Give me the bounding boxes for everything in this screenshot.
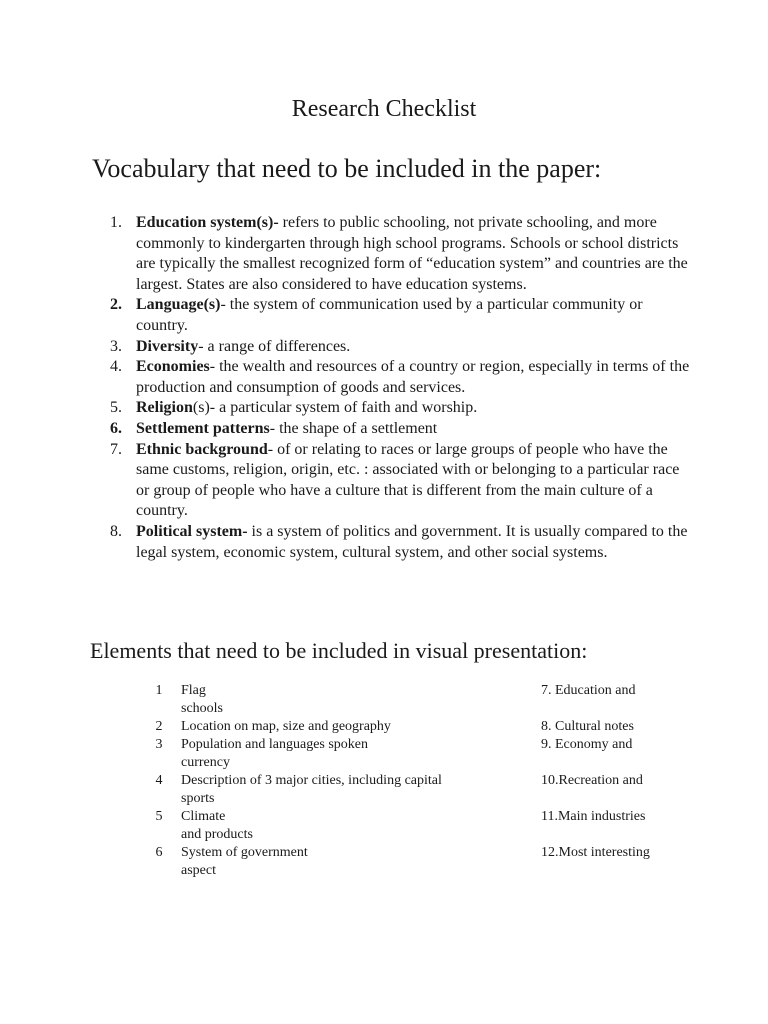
- vocabulary-term: Political system-: [136, 522, 248, 540]
- elements-row-number: 6: [155, 845, 163, 860]
- vocabulary-term: Settlement patterns: [136, 419, 270, 437]
- vocabulary-term: Ethnic background: [136, 440, 268, 458]
- vocabulary-item-number: 6.: [110, 419, 122, 437]
- vocabulary-definition: - a range of differences.: [198, 337, 351, 355]
- elements-left-line1: Flag: [181, 683, 206, 698]
- vocabulary-definition: (s)- a particular system of faith and worship.: [192, 399, 478, 417]
- vocabulary-definition: - the shape of a settlement: [269, 419, 438, 437]
- elements-row-number: 3: [155, 737, 163, 752]
- vocabulary-definition: - of or relating to races or large groups of people who have the same customs, religion, origin, etc. : associated with or belonging to a particular race or group of people who have a culture that is different from the main culture of a country.: [136, 440, 680, 520]
- vocabulary-definition: - the wealth and resources of a country or region, especially in terms of the production and consumption of goods and services.: [136, 358, 690, 396]
- vocabulary-definition: refers to public schooling, not private schooling, and more commonly to kindergarten through high school programs. Schools or school districts are typically the smallest recognized form of “education system” and countries are the largest. States are also considered to have education systems.: [136, 214, 688, 293]
- vocabulary-heading: Vocabulary that need to be included in the paper:: [92, 154, 602, 183]
- vocabulary-item: [110, 419, 690, 440]
- elements-right-item: 7. Education and: [541, 683, 636, 698]
- vocabulary-item: [110, 357, 690, 398]
- elements-left-line2: aspect: [181, 863, 216, 878]
- vocabulary-item: [110, 398, 690, 419]
- elements-right-item: 9. Economy and: [541, 737, 633, 752]
- vocabulary-item-number: 2.: [110, 296, 122, 314]
- vocabulary-term: Religion: [136, 399, 193, 417]
- vocabulary-item: [110, 440, 690, 522]
- elements-left-line2: currency: [181, 755, 230, 770]
- elements-row: [148, 736, 688, 772]
- elements-list: [148, 682, 688, 880]
- vocabulary-term: Language(s): [136, 296, 221, 314]
- vocabulary-term: Education system(s)-: [136, 214, 279, 231]
- elements-right-item: 12.Most interesting: [541, 845, 650, 860]
- elements-left-line2: and products: [181, 827, 253, 842]
- elements-row: [148, 844, 688, 880]
- elements-left-line1: Description of 3 major cities, including capital: [181, 773, 442, 788]
- elements-left-line2: sports: [181, 791, 215, 806]
- vocabulary-item: [110, 213, 690, 295]
- vocabulary-item-number: 7.: [110, 440, 122, 458]
- elements-row: [148, 682, 688, 718]
- vocabulary-definition: is a system of politics and government. It is usually compared to the legal system, economic system, cultural system, and other social systems.: [136, 522, 688, 561]
- vocabulary-item-number: 8.: [110, 522, 122, 540]
- vocabulary-list: [110, 213, 690, 563]
- vocabulary-item-number: 4.: [110, 358, 122, 376]
- page-title: Research Checklist: [291, 96, 477, 122]
- elements-left-line1: Population and languages spoken: [181, 737, 369, 752]
- elements-right-item: 11.Main industries: [541, 809, 646, 824]
- elements-row-number: 1: [155, 683, 163, 698]
- vocabulary-term: Economies: [136, 358, 210, 376]
- vocabulary-term: Diversity: [136, 337, 199, 355]
- elements-right-item: 8. Cultural notes: [541, 719, 634, 734]
- elements-row: [148, 772, 688, 808]
- elements-row-number: 2: [155, 719, 163, 734]
- elements-row: [148, 808, 688, 844]
- elements-row-number: 4: [155, 773, 163, 788]
- vocabulary-item: [110, 295, 690, 336]
- elements-right-item: 10.Recreation and: [541, 773, 643, 788]
- elements-left-line1: System of government: [181, 845, 308, 860]
- elements-left-line2: schools: [181, 701, 223, 716]
- vocabulary-item-number: 1.: [110, 214, 122, 231]
- vocabulary-item-number: 3.: [110, 337, 122, 355]
- elements-left-line1: Climate: [181, 809, 226, 824]
- vocabulary-definition: - the system of communication used by a particular community or country.: [136, 296, 643, 334]
- elements-heading: Elements that need to be included in visual presentation:: [90, 638, 588, 663]
- elements-row-number: 5: [155, 809, 163, 824]
- elements-row: [148, 718, 688, 736]
- vocabulary-item-number: 5.: [110, 399, 122, 417]
- vocabulary-item: [110, 337, 690, 358]
- elements-left-line1: Location on map, size and geography: [181, 719, 391, 734]
- vocabulary-item: [110, 522, 690, 563]
